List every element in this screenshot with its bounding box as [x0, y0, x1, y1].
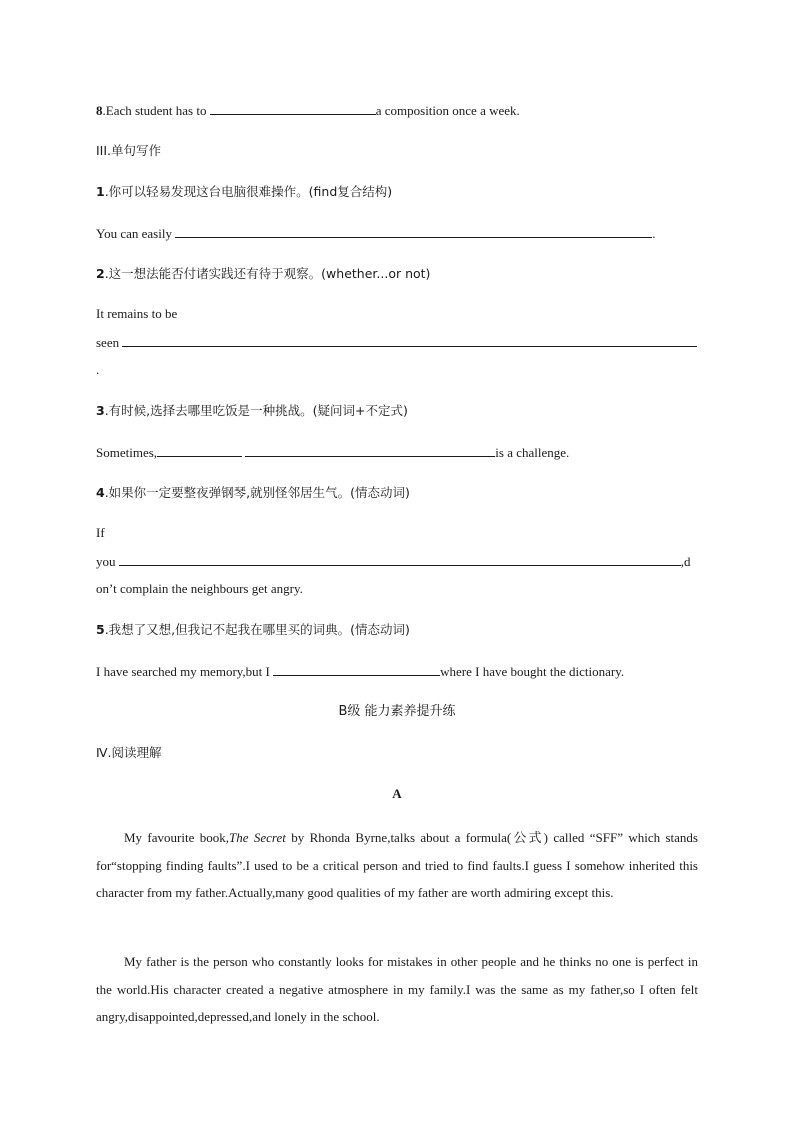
answer-line-2b [96, 334, 697, 351]
question-number: 3 [96, 403, 105, 418]
answer-line-1 [96, 225, 655, 242]
prompt-text: .有时候,选择去哪里吃饭是一种挑战。(疑问词+不定式) [104, 403, 408, 418]
sentence-prompt-4 [96, 485, 410, 501]
answer-line-4c: on’t complain the neighbours get angry. [96, 581, 303, 596]
question-text: .Each student has to [102, 103, 210, 118]
prompt-text: .这一想法能否付诸实践还有待于观察。(whether...or not) [104, 266, 431, 281]
answer-prefix: seen [96, 335, 123, 350]
answer-blank[interactable] [157, 444, 242, 457]
prompt-text: .你可以轻易发现这台电脑很难操作。(find复合结构) [104, 184, 393, 199]
answer-blank[interactable] [175, 225, 652, 238]
answer-line-4b [96, 553, 691, 570]
answer-blank[interactable] [245, 444, 495, 457]
question-text: a composition once a week. [375, 103, 520, 118]
answer-suffix: ,d [680, 554, 691, 569]
answer-suffix: . [652, 226, 656, 241]
question-number: 4 [96, 485, 105, 500]
answer-suffix: is a challenge. [495, 445, 570, 460]
question-8 [96, 102, 520, 119]
sentence-prompt-2 [96, 266, 430, 282]
answer-prefix: Sometimes, [96, 445, 158, 460]
answer-prefix: I have searched my memory,but I [96, 664, 274, 679]
question-number: 1 [96, 184, 105, 199]
passage-paragraph-1 [96, 824, 698, 907]
answer-line-5 [96, 663, 624, 680]
answer-blank[interactable] [273, 663, 440, 676]
answer-suffix: where I have bought the dictionary. [440, 664, 625, 679]
section-heading: Ⅳ.阅读理解 [96, 745, 162, 760]
section-heading: III.单句写作 [96, 143, 162, 158]
answer-blank[interactable] [210, 102, 376, 115]
sentence-prompt-1 [96, 184, 392, 200]
level-heading: B级 能力素养提升练 [338, 704, 456, 719]
passage-paragraph-2: My father is the person who constantly looks for mistakes in other people and he thinks no one is perfect in the world.His character created a negative atmosphere in my family.I was the same as my father,so I often felt angry,disappointed,depressed,and lonely in the school. [96, 954, 698, 1024]
answer-line-2c: . [96, 362, 100, 377]
question-number: 5 [96, 622, 105, 637]
answer-blank[interactable] [122, 334, 697, 347]
question-number: 2 [96, 266, 105, 281]
book-title: The Secret [228, 830, 286, 845]
answer-prefix: you [96, 554, 119, 569]
answer-line-2a: It remains to be [96, 306, 178, 321]
question-number: 8 [96, 103, 103, 118]
answer-blank[interactable] [119, 553, 681, 566]
prompt-text: .我想了又想,但我记不起我在哪里买的词典。(情态动词) [104, 622, 410, 637]
answer-line-3 [96, 444, 569, 461]
answer-line-4a: If [96, 525, 105, 540]
sentence-prompt-5 [96, 622, 410, 638]
answer-prefix: You can easily [96, 226, 176, 241]
sentence-prompt-3 [96, 403, 408, 419]
passage-label: A [392, 786, 402, 801]
paragraph-text: by Rhonda Byrne,talks about a formula(公式) called “SFF” which stands for“stopping finding faults”.I used to be a critical person and tried to find faults.I guess I somehow inherited this character from my father.Actually,many good qualities of my father are worth admiring except this. [96, 830, 698, 900]
paragraph-text: My favourite book, [124, 830, 229, 845]
prompt-text: .如果你一定要整夜弹钢琴,就别怪邻居生气。(情态动词) [104, 485, 410, 500]
